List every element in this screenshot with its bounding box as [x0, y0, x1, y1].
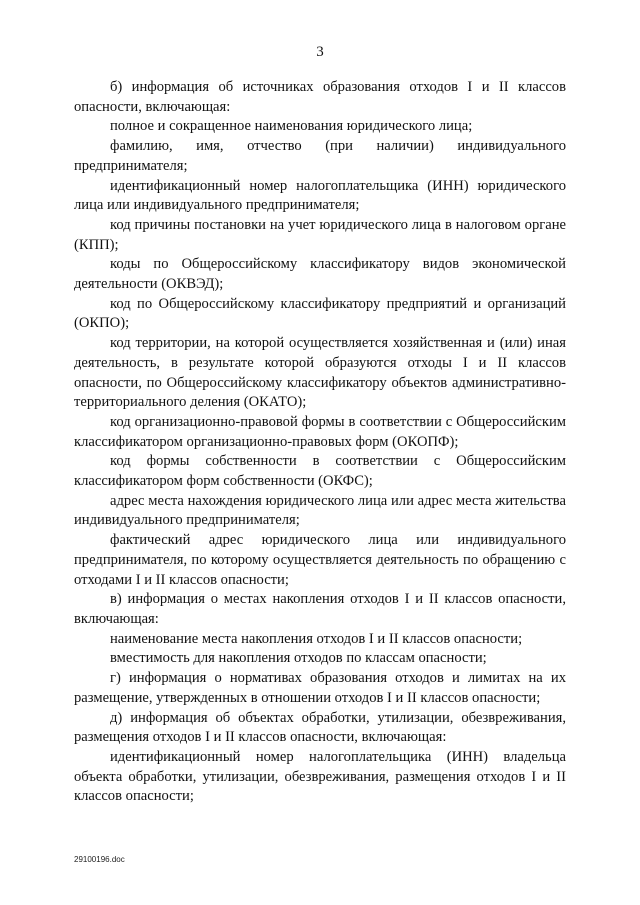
paragraph: код организационно-правовой формы в соответствии с Общероссийским классификатором организационно-правовых форм (ОКОПФ);	[74, 413, 566, 450]
paragraph: идентификационный номер налогоплательщика (ИНН) юридического лица или индивидуального предпринимателя;	[74, 177, 566, 214]
paragraph: код территории, на которой осуществляется хозяйственная и (или) иная деятельность, в результате которой образуются отходы I и II классов опасности, по Общероссийскому классификатору объектов административно-территориального деления (ОКАТО);	[74, 335, 566, 411]
page-number: 3	[316, 44, 324, 60]
paragraph: г) информация о нормативах образования отходов и лимитах на их размещение, утвержденных в отношении отходов I и II классов опасности;	[74, 670, 566, 706]
paragraph: б) информация об источниках образования отходов I и II классов опасности, включающая:	[74, 79, 566, 115]
paragraph: код формы собственности в соответствии с Общероссийским классификатором форм собственности (ОКФС);	[74, 453, 566, 490]
paragraph: адрес места нахождения юридического лица или адрес места жительства индивидуального предпринимателя;	[74, 492, 566, 529]
paragraph: в) информация о местах накопления отходов I и II классов опасности, включающая:	[74, 591, 566, 627]
document-body	[74, 78, 566, 807]
paragraph: полное и сокращенное наименования юридического лица;	[110, 118, 473, 135]
paragraph: код по Общероссийскому классификатору предприятий и организаций (ОКПО);	[74, 295, 566, 332]
paragraph: наименование места накопления отходов I и II классов опасности;	[110, 630, 523, 647]
paragraph: идентификационный номер налогоплательщика (ИНН) владельца объекта обработки, утилизации, обезвреживания, размещения отходов I и II классов опасности;	[74, 748, 566, 805]
paragraph: вместимость для накопления отходов по классам опасности;	[110, 650, 487, 667]
paragraph: фамилию, имя, отчество (при наличии) индивидуального предпринимателя;	[74, 138, 566, 174]
paragraph: коды по Общероссийскому классификатору видов экономической деятельности (ОКВЭД);	[74, 256, 566, 293]
paragraph: код причины постановки на учет юридического лица в налоговом органе (КПП);	[74, 216, 566, 253]
paragraph: фактический адрес юридического лица или индивидуального предпринимателя, по которому осуществляется деятельность по обращению с отходами I и II классов опасности;	[74, 532, 566, 588]
paragraph: д) информация об объектах обработки, утилизации, обезвреживания, размещения отходов I и II классов опасности, включающая:	[74, 709, 566, 746]
footer-filename: 29100196.doc	[74, 855, 125, 864]
